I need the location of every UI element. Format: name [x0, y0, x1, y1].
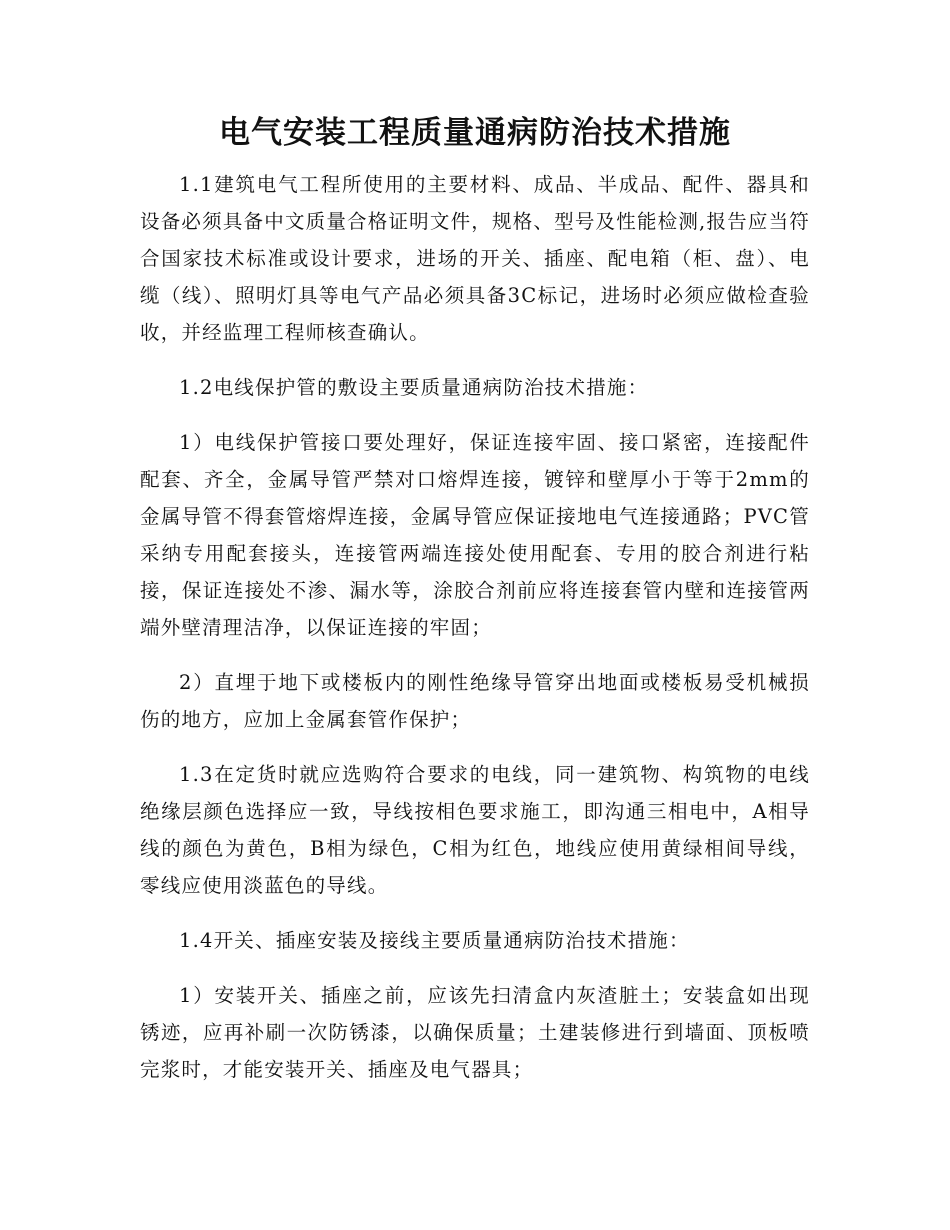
paragraph-1-1: 1.1建筑电气工程所使用的主要材料、成品、半成品、配件、器具和设备必须具备中文质量合格证明文件，规格、型号及性能检测,报告应当符合国家技术标准或设计要求，进场的开关、插座、配电箱（柜、盘）、电缆（线）、照明灯具等电气产品必须具备3C标记，进场时必须应做检查验收，并经监理工程师核查确认。: [140, 173, 810, 344]
paragraph-1-4-item-1: 1）安装开关、插座之前，应该先扫清盒内灰渣脏土；安装盒如出现锈迹，应再补刷一次防锈漆，以确保质量；土建装修进行到墙面、顶板喷完浆时，才能安装开关、插座及电气器具；: [140, 984, 810, 1081]
paragraph-1-4-heading: 1.4开关、插座安装及接线主要质量通病防治技术措施：: [179, 929, 690, 952]
document-body: [140, 166, 810, 1106]
document-title: 电气安装工程质量通病防治技术措施: [219, 115, 731, 151]
paragraph-1-2-item-2: 2）直埋于地下或楼板内的刚性绝缘导管穿出地面或楼板易受机械损伤的地方，应加上金属套管作保护；: [140, 671, 810, 731]
paragraph-1-3: 1.3在定货时就应选购符合要求的电线，同一建筑物、构筑物的电线绝缘层颜色选择应一致，导线按相色要求施工，即沟通三相电中，A相导线的颜色为黄色，B相为绿色，C相为红色，地线应使用黄绿相间导线，零线应使用淡蓝色的导线。: [140, 763, 810, 897]
paragraph-1-2-item-1: 1）电线保护管接口要处理好，保证连接牢固、接口紧密，连接配件配套、齐全，金属导管严禁对口熔焊连接，镀锌和壁厚小于等于2mm的金属导管不得套管熔焊连接，金属导管应保证接地电气连接通路；PVC管采纳专用配套接头，连接管两端连接处使用配套、专用的胶合剂进行粘接，保证连接处不渗、漏水等，涂胶合剂前应将连接套管内壁和连接管两端外壁清理洁净，以保证连接的牢固；: [140, 431, 810, 639]
paragraph-1-2-heading: 1.2电线保护管的敷设主要质量通病防治技术措施：: [179, 376, 649, 399]
